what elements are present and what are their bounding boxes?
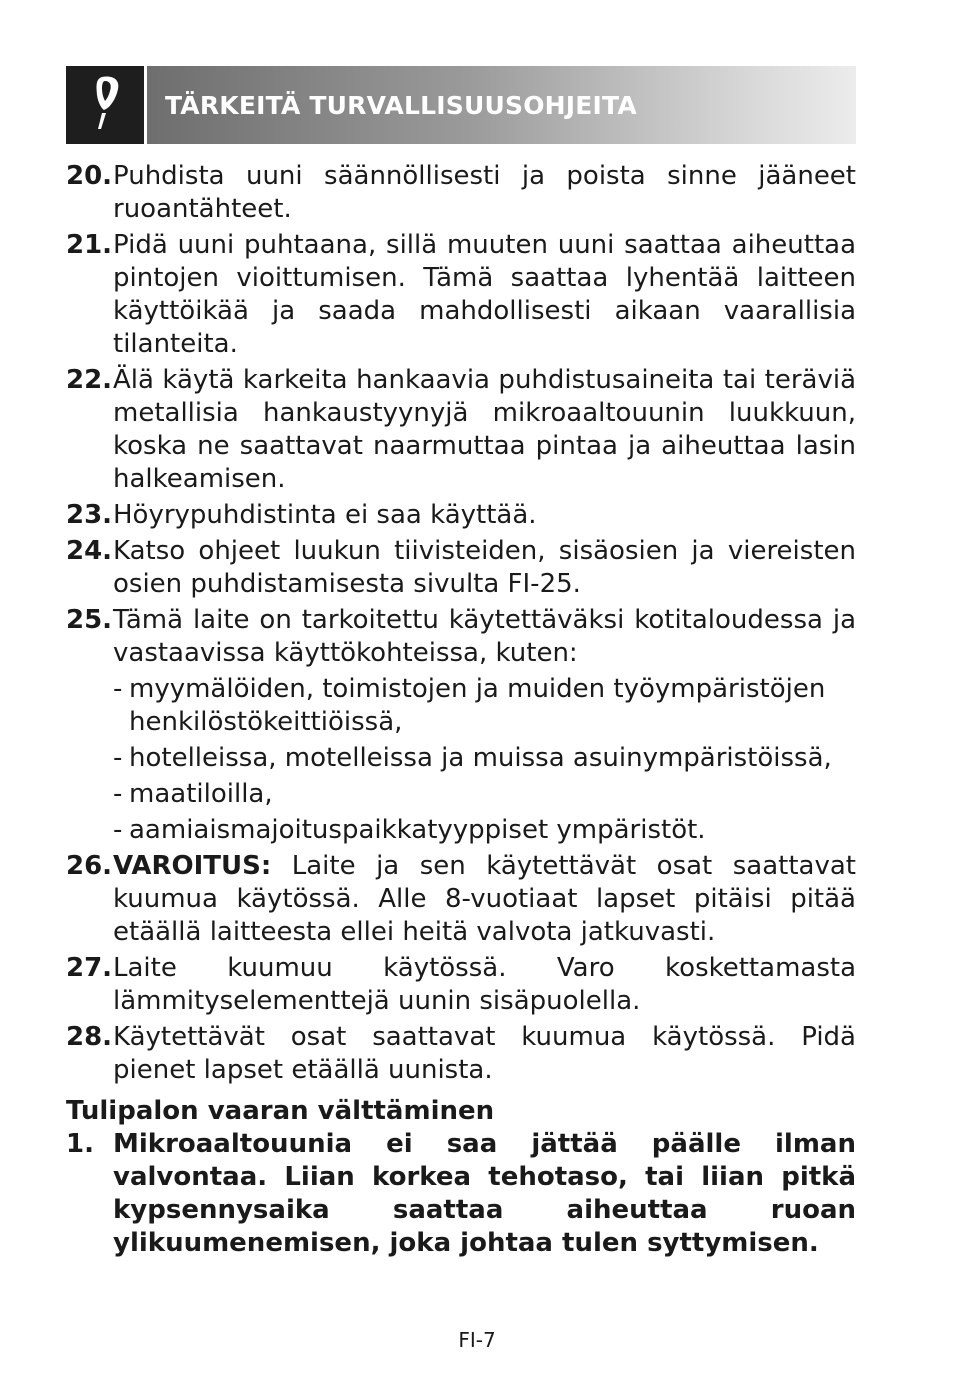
bullet-dash: - [113,743,123,773]
item-number: 1. [66,1129,94,1159]
attention-icon [88,75,122,135]
bullet-dash: - [113,674,123,704]
sub-item-text: hotelleissa, motelleissa ja muissa asuinympäristöissä, [129,743,832,773]
warning-label: VAROITUS: [113,851,272,881]
sub-list-item [113,742,856,775]
item-text: Mikroaaltouunia ei saa jättää päälle ilman valvontaa. Liian korkea tehotaso, tai liian pitkä kypsennysaika saattaa aiheuttaa ruoan ylikuumenemisen, joka johtaa tulen syttymisen. [113,1129,856,1258]
item-number: 28. [66,1022,113,1052]
page-title: TÄRKEITÄ TURVALLISUUSOHJEITA [165,90,637,120]
item-number: 21. [66,230,113,260]
item-number: 24. [66,536,113,566]
item-text: Tämä laite on tarkoitettu käytettäväksi kotitaloudessa ja vastaavissa käyttökohteissa, kuten: [113,605,856,668]
item-number: 22. [66,365,113,395]
item-number: 25. [66,605,113,635]
list-item [66,229,856,361]
section-title: Tulipalon vaaran välttäminen [66,1096,495,1126]
item-text: Älä käytä karkeita hankaavia puhdistusaineita tai teräviä metallisia hankaustyynyjä mikroaaltouunin luukkuun, koska ne saattavat naarmuttaa pintaa ja aiheuttaa lasin halkeamisen. [113,365,856,494]
sub-item-text: maatiloilla, [129,779,273,809]
list-item [66,850,856,949]
item-number: 23. [66,500,113,530]
header-icon-box [66,66,144,144]
warning-text: Laite ja sen käytettävät osat saattavat kuumua käytössä. Alle 8-vuotiaat lapset pitäisi pitää etäällä laitteesta ellei heitä valvota jatkuvasti. [113,851,856,947]
list-item [66,604,856,670]
list-item [66,1128,856,1260]
bullet-dash: - [113,815,123,845]
sub-item-text: aamiaismajoituspaikkatyyppiset ympäristöt. [129,815,706,845]
page-number: FI-7 [458,1328,496,1352]
item-text: Katso ohjeet luukun tiivisteiden, sisäosien ja viereisten osien puhdistamisesta sivulta FI-25. [113,536,856,599]
item-text: Käytettävät osat saattavat kuumua käytössä. Pidä pienet lapset etäällä uunista. [113,1022,856,1085]
list-item [66,1021,856,1087]
item-number: 27. [66,953,113,983]
item-text: Laite kuumuu käytössä. Varo koskettamasta lämmityselementtejä uunin sisäpuolella. [113,953,856,1016]
list-item [66,499,856,532]
bullet-dash: - [113,779,123,809]
item-text: Höyrypuhdistinta ei saa käyttää. [113,500,537,530]
item-number: 20. [66,161,113,191]
section-header [66,66,856,144]
item-number: 26. [66,851,113,881]
list-item [66,535,856,601]
instructions-list [66,160,856,1260]
item-text: Puhdista uuni säännöllisesti ja poista sinne jääneet ruoantähteet. [113,161,856,224]
list-item [66,364,856,496]
header-bar [147,66,856,144]
item-text: Pidä uuni puhtaana, sillä muuten uuni saattaa aiheuttaa pintojen vioittumisen. Tämä saattaa lyhentää laitteen käyttöikää ja saada mahdollisesti aikaan vaarallisia tilanteita. [113,230,856,359]
list-item [66,160,856,226]
sub-list-item [113,673,856,739]
item-text [113,850,856,949]
sub-list-item [113,778,856,811]
sub-item-text: myymälöiden, toimistojen ja muiden työympäristöjen henkilöstökeittiöissä, [129,674,826,737]
list-item [66,952,856,1018]
sub-list-item [113,814,856,847]
